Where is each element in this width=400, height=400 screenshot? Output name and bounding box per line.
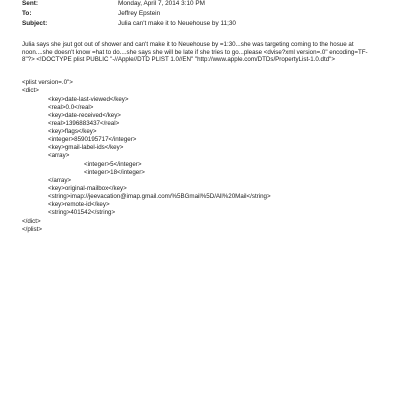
subject-value: Julia can't make it to Neuehouse by 11;30: [118, 20, 236, 27]
to-value: Jeffrey Epstein: [118, 10, 161, 17]
email-body-paragraph: Julia says she jsut got out of shower and can't make it to Neuehouse by =1:30...she was targeting coming to the hosue at noon....she doesn't know =hat to do....she says she will be late if she tries to go...please <dvise?xml version=.0" encoding=TF-8"?> <!DOCTYPE plist PUBLIC "-//Apple//DTD PLIST 1.0//EN" "http://www.apple.com/DTDs/PropertyList-1.0.dtd">: [22, 41, 368, 64]
xml-line: <dict>: [22, 87, 39, 94]
xml-line: <real>1396883437</real>: [48, 120, 120, 127]
sent-value: Monday, April 7, 2014 3:10 PM: [118, 0, 205, 7]
subject-label: Subject:: [22, 20, 48, 27]
xml-line: <real>0.0</real>: [48, 104, 94, 111]
xml-line: <string>401542</string>: [48, 209, 116, 216]
xml-line: <key>flags</key>: [48, 128, 97, 135]
xml-line: <key>date-last-viewed</key>: [48, 96, 129, 103]
xml-line: <key>date-received</key>: [48, 112, 121, 119]
xml-line: <array>: [48, 152, 70, 159]
xml-line: </array>: [48, 177, 72, 184]
xml-line: </plist>: [22, 226, 42, 233]
xml-line: <integer>8590195717</integer>: [48, 136, 137, 143]
xml-line: <string>imap://jeevacation@imap.gmail.com/%5BGmail%5D/All%20Mail</string>: [48, 193, 271, 200]
xml-line: <plist version=.0">: [22, 79, 73, 86]
xml-line: <integer>18</integer>: [84, 169, 145, 176]
xml-line: <key>remote-id</key>: [48, 201, 110, 208]
sent-label: Sent:: [22, 0, 38, 7]
xml-line: <key>original-mailbox</key>: [48, 185, 127, 192]
xml-line: <integer>5</integer>: [84, 161, 142, 168]
xml-line: </dict>: [22, 218, 41, 225]
to-label: To:: [22, 10, 32, 17]
xml-line: <key>gmail-label-ids</key>: [48, 144, 124, 151]
